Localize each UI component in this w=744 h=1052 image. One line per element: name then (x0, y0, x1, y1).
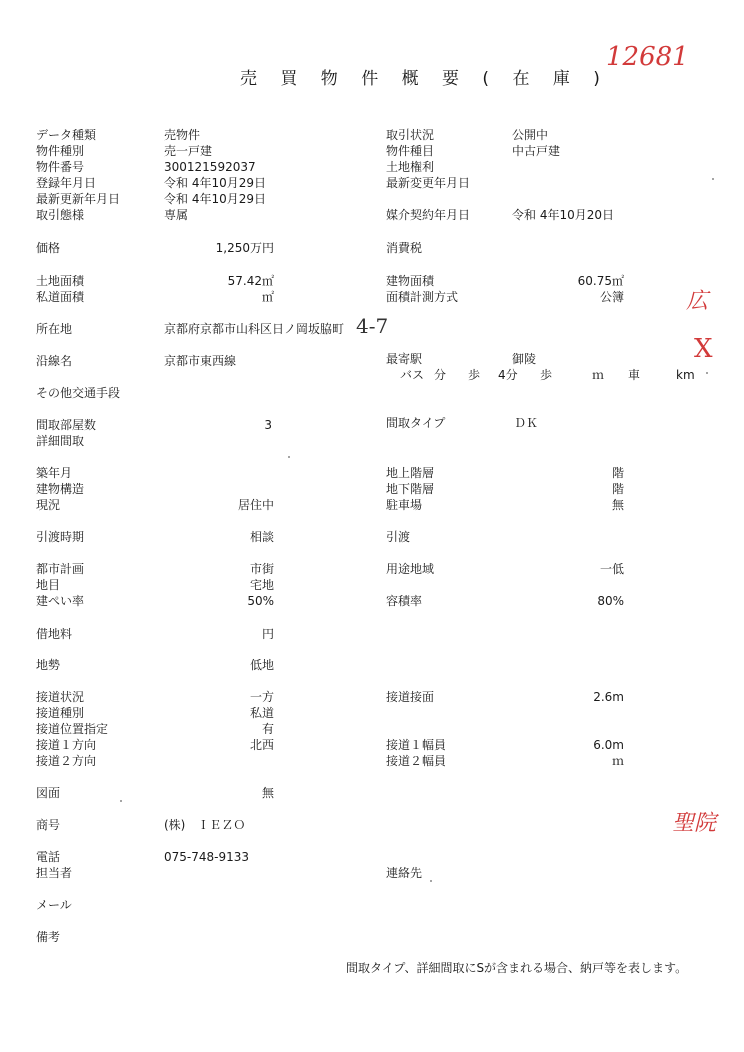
label-city-plan: 都市計画 (36, 562, 85, 576)
label-road-dir2: 接道２方向 (36, 754, 97, 768)
label-person: 担当者 (36, 866, 73, 880)
value-registered: 令和 4年10月29日 (164, 176, 266, 190)
scan-speck (430, 880, 432, 882)
value-building-area: 60.75㎡ (577, 274, 624, 288)
label-latest-change: 最新変更年月日 (386, 176, 471, 190)
value-frontage: 2.6m (593, 690, 624, 704)
label-trade-status: 取引状況 (386, 128, 435, 142)
value-property-type: 売一戸建 (164, 144, 213, 158)
value-terrain: 低地 (249, 658, 274, 672)
scan-speck (288, 456, 290, 458)
scan-speck (120, 800, 122, 802)
label-coverage: 建ぺい率 (36, 594, 85, 608)
value-road-dir1: 北西 (249, 738, 274, 752)
label-ground-rent: 借地料 (36, 627, 73, 641)
label-walk-m: 歩 (540, 368, 553, 382)
value-trade-status: 公開中 (512, 128, 549, 142)
label-layout-type: 間取タイプ (386, 416, 446, 430)
label-line: 沿線名 (36, 354, 73, 368)
value-area-method: 公簿 (599, 290, 624, 304)
value-parking: 無 (611, 498, 624, 512)
value-drawing: 無 (261, 786, 274, 800)
footer-note: 間取タイプ、詳細間取にSが含まれる場合、納戸等を表します。 (346, 961, 688, 975)
scan-speck (706, 372, 708, 374)
value-nearest-station: 御陵 (512, 352, 537, 366)
label-road-dir1: 接道１方向 (36, 738, 97, 752)
label-parking: 駐車場 (386, 498, 423, 512)
label-road-status: 接道状況 (36, 690, 85, 704)
value-land-category: 宅地 (249, 578, 274, 592)
label-current: 現況 (36, 498, 61, 512)
label-mail: メール (36, 898, 72, 912)
value-width1: 6.0m (593, 738, 624, 752)
value-price: 1,250万円 (215, 241, 274, 255)
label-tel: 電話 (36, 850, 61, 864)
value-handover-time: 相談 (249, 530, 274, 544)
value-layout-type: ＤＫ (514, 416, 539, 430)
label-nearest-station: 最寄駅 (386, 352, 423, 366)
label-updated: 最新更新年月日 (36, 192, 121, 206)
label-drawing: 図面 (36, 786, 61, 800)
label-contact: 連絡先 (386, 866, 423, 880)
value-road-status: 一方 (249, 690, 274, 704)
value-floors-above: 階 (611, 466, 624, 480)
value-road-type: 私道 (249, 706, 274, 720)
value-property-no: 300121592037 (164, 160, 256, 174)
handwritten-mark-hiro: 広 (686, 289, 709, 314)
label-terrain: 地勢 (36, 658, 61, 672)
value-width2: ｍ (611, 754, 624, 768)
value-walk-min: 4分 (498, 368, 518, 382)
label-rooms: 間取部屋数 (36, 418, 97, 432)
label-handover-time: 引渡時期 (36, 530, 85, 544)
label-far: 容積率 (386, 594, 423, 608)
value-zoning: 一低 (599, 562, 624, 576)
label-zoning: 用途地域 (386, 562, 435, 576)
label-notes: 備考 (36, 930, 61, 944)
value-line: 京都市東西線 (164, 354, 237, 368)
label-layout-detail: 詳細間取 (36, 434, 85, 448)
value-data-type: 売物件 (164, 128, 201, 142)
value-land-area: 57.42㎡ (227, 274, 274, 288)
label-location: 所在地 (36, 322, 73, 336)
label-floors-above: 地上階層 (386, 466, 435, 480)
label-structure: 建物構造 (36, 482, 85, 496)
value-location: 京都府京都市山科区日ノ岡坂脇町 (164, 322, 345, 336)
value-ground-rent: 円 (261, 627, 274, 641)
value-city-plan: 市街 (249, 562, 274, 576)
value-private-road: ㎡ (261, 290, 274, 304)
value-rooms: 3 (264, 418, 272, 432)
label-private-road: 私道面積 (36, 290, 85, 304)
value-trade-mode: 専属 (164, 208, 189, 222)
label-road-designation: 接道位置指定 (36, 722, 109, 736)
value-far: 80% (597, 594, 624, 608)
value-tel: 075-748-9133 (164, 850, 250, 864)
label-land-rights: 土地権利 (386, 160, 435, 174)
label-width2: 接道２幅員 (386, 754, 447, 768)
label-floors-below: 地下階層 (386, 482, 435, 496)
label-registered: 登録年月日 (36, 176, 97, 190)
label-km: km (676, 368, 695, 382)
value-current: 居住中 (237, 498, 274, 512)
label-building-area: 建物面積 (386, 274, 435, 288)
label-meters: ｍ (592, 368, 605, 382)
label-land-category: 地目 (36, 578, 61, 592)
label-property-item: 物件種目 (386, 144, 435, 158)
label-bus: バス (400, 368, 425, 382)
label-tax: 消費税 (386, 241, 423, 255)
handwritten-seal-mark: 聖院 (672, 811, 717, 836)
label-handover: 引渡 (386, 530, 411, 544)
label-trade-mode: 取引態様 (36, 208, 85, 222)
label-other-transport: その他交通手段 (36, 386, 121, 400)
value-property-item: 中古戸建 (512, 144, 561, 158)
document-title: 売 買 物 件 概 要 ( 在 庫 ) (240, 69, 609, 89)
scan-speck (712, 178, 714, 180)
label-bus-min: 分 (434, 368, 447, 382)
label-walk: 歩 (468, 368, 481, 382)
label-data-type: データ種類 (36, 128, 97, 142)
value-brokerage-date: 令和 4年10月20日 (512, 208, 614, 222)
value-road-designation: 有 (261, 722, 274, 736)
value-floors-below: 階 (611, 482, 624, 496)
value-updated: 令和 4年10月29日 (164, 192, 266, 206)
label-frontage: 接道接面 (386, 690, 435, 704)
label-built: 築年月 (36, 466, 73, 480)
label-car: 車 (628, 368, 641, 382)
handwritten-mark-x: X (694, 334, 713, 364)
label-price: 価格 (36, 241, 61, 255)
label-width1: 接道１幅員 (386, 738, 447, 752)
label-property-type: 物件種別 (36, 144, 85, 158)
label-brokerage-date: 媒介契約年月日 (386, 208, 471, 222)
label-road-type: 接道種別 (36, 706, 85, 720)
handwritten-address-suffix: 4-7 (356, 314, 389, 338)
handwritten-number: 12681 (606, 42, 689, 72)
label-land-area: 土地面積 (36, 274, 85, 288)
label-area-method: 面積計測方式 (386, 290, 459, 304)
label-company: 商号 (36, 818, 61, 832)
value-company: (株) ＩＥＺＯ (164, 818, 246, 832)
label-property-no: 物件番号 (36, 160, 85, 174)
value-coverage: 50% (247, 594, 274, 608)
